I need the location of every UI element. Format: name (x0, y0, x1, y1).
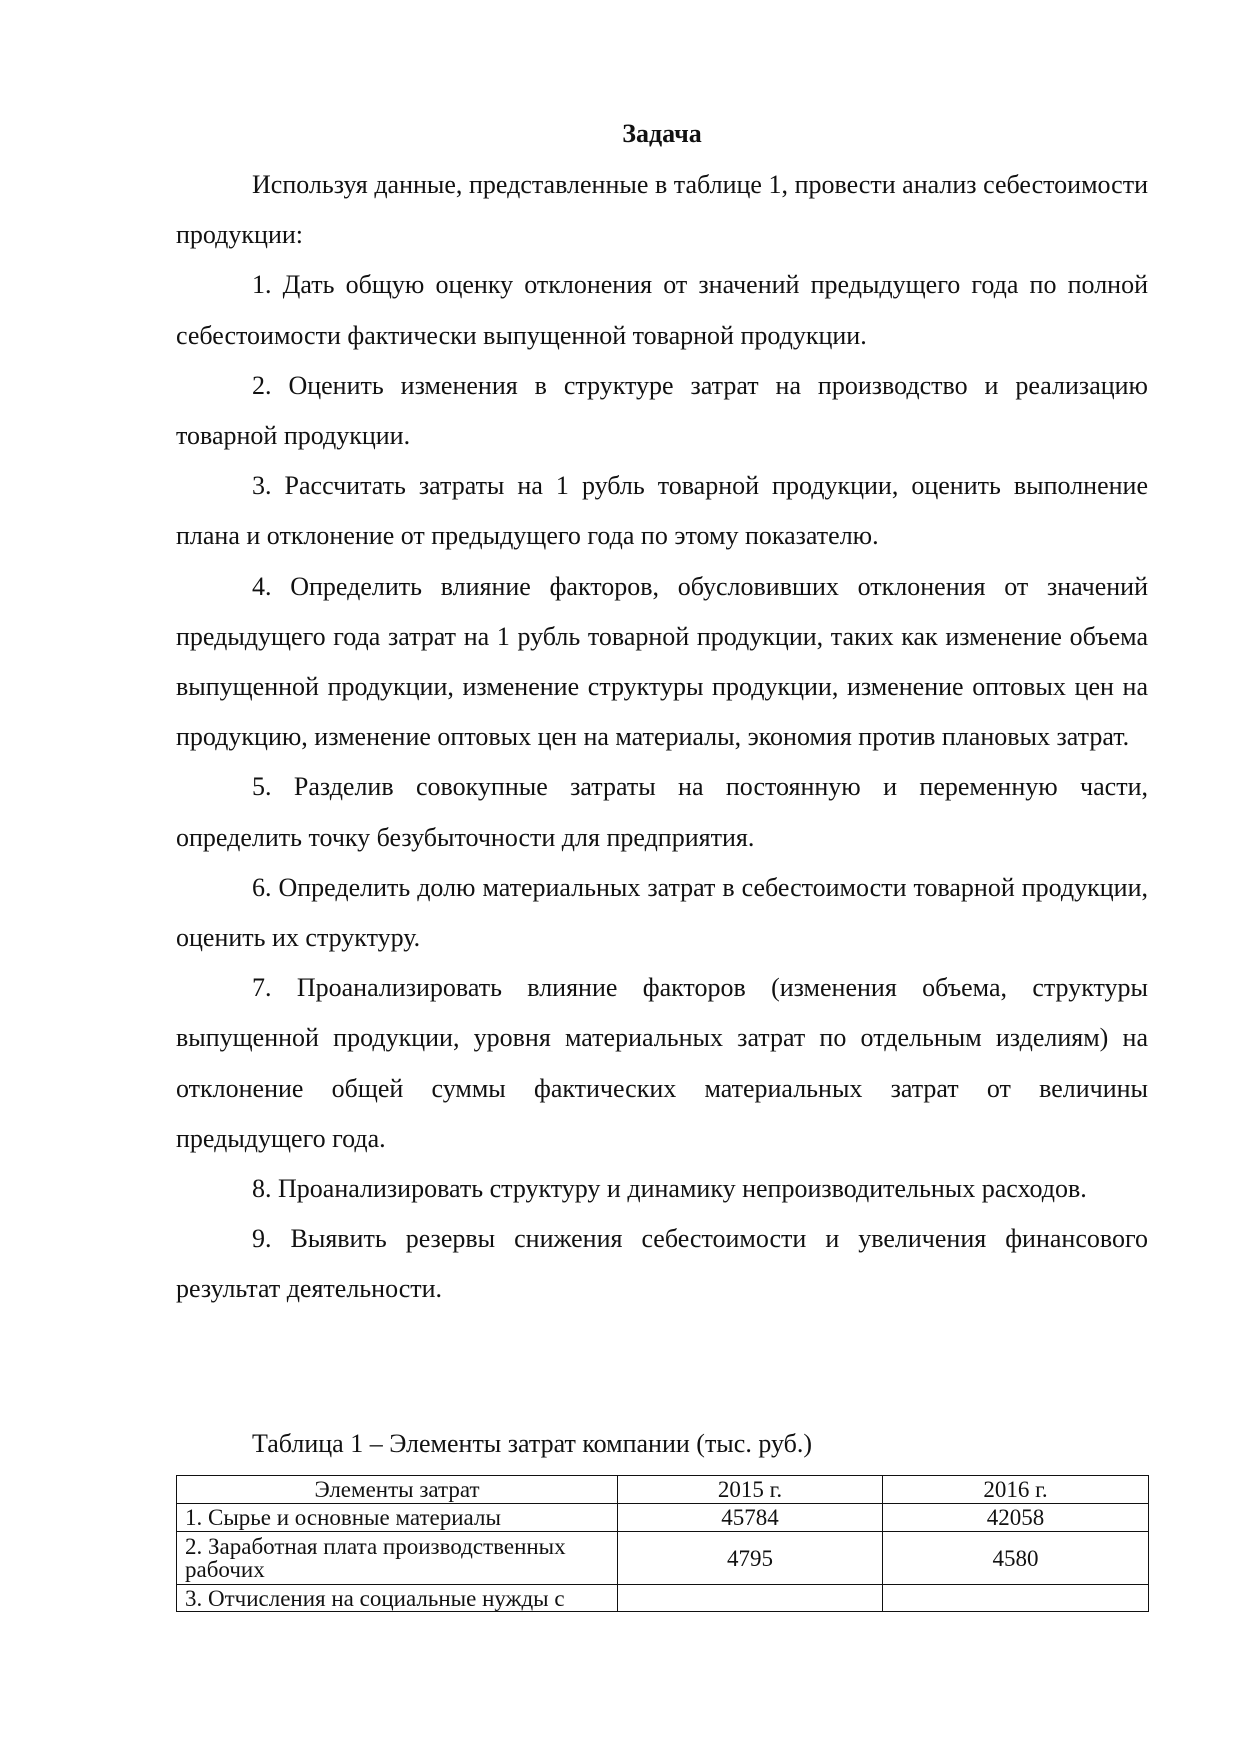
task-item-3: 3. Рассчитать затраты на 1 рубль товарной продукции, оценить выполнение плана и отклонение от предыдущего года по этому показателю. (176, 471, 1148, 551)
task-item-9: 9. Выявить резервы снижения себестоимости и увеличения финансового результат деятельности. (176, 1224, 1148, 1304)
value-2016: 4580 (883, 1532, 1149, 1585)
table-header-row (177, 1476, 1149, 1504)
value-2016: 42058 (883, 1504, 1149, 1532)
task-item-5: 5. Разделив совокупные затраты на постоянную и переменную части, определить точку безубыточности для предприятия. (176, 772, 1148, 852)
row-label: 2. Заработная плата производственных рабочих (177, 1532, 618, 1585)
table-row (177, 1504, 1149, 1532)
task-item-2: 2. Оценить изменения в структуре затрат на производство и реализацию товарной продукции. (176, 370, 1148, 451)
task-item-8: 8. Проанализировать структуру и динамику непроизводительных расходов. (252, 1174, 1087, 1204)
header-cost-elements: Элементы затрат (177, 1476, 618, 1504)
task-item-1: 1. Дать общую оценку отклонения от значений предыдущего года по полной себестоимости фактически выпущенной товарной продукции. (176, 270, 1148, 350)
task-item-7: 7. Проанализировать влияние факторов (изменения объема, структуры выпущенной продукции, уровня материальных затрат по отдельным изделиям) на отклонение общей суммы фактических материальных затрат от величины предыдущего года. (176, 973, 1148, 1153)
table-row (177, 1585, 1149, 1612)
value-2015 (618, 1585, 883, 1612)
task-item-6: 6. Определить долю материальных затрат в себестоимости товарной продукции, оценить их структуру. (176, 872, 1148, 953)
task-text (176, 160, 1148, 1315)
document-page (176, 0, 1148, 1754)
document-title: Задача (622, 119, 702, 148)
header-year-2015: 2015 г. (618, 1476, 883, 1504)
value-2015: 4795 (618, 1532, 883, 1585)
intro-paragraph: Используя данные, представленные в таблице 1, провести анализ себестоимости продукции: (176, 170, 1148, 250)
value-2015: 45784 (618, 1504, 883, 1532)
cost-elements-table (176, 1475, 1149, 1612)
value-2016 (883, 1585, 1149, 1612)
row-label: 1. Сырье и основные материалы (177, 1504, 618, 1532)
table-caption: Таблица 1 – Элементы затрат компании (тыс. руб.) (252, 1429, 813, 1458)
task-item-4: 4. Определить влияние факторов, обусловивших отклонения от значений предыдущего года затрат на 1 рубль товарной продукции, таких как изменение объема выпущенной продукции, изменение структуры продукции, изменение оптовых цен на продукцию, изменение оптовых цен на материалы, экономия против плановых затрат. (176, 571, 1148, 752)
row-label: 3. Отчисления на социальные нужды с (177, 1585, 618, 1612)
header-year-2016: 2016 г. (883, 1476, 1149, 1504)
table-row (177, 1532, 1149, 1585)
